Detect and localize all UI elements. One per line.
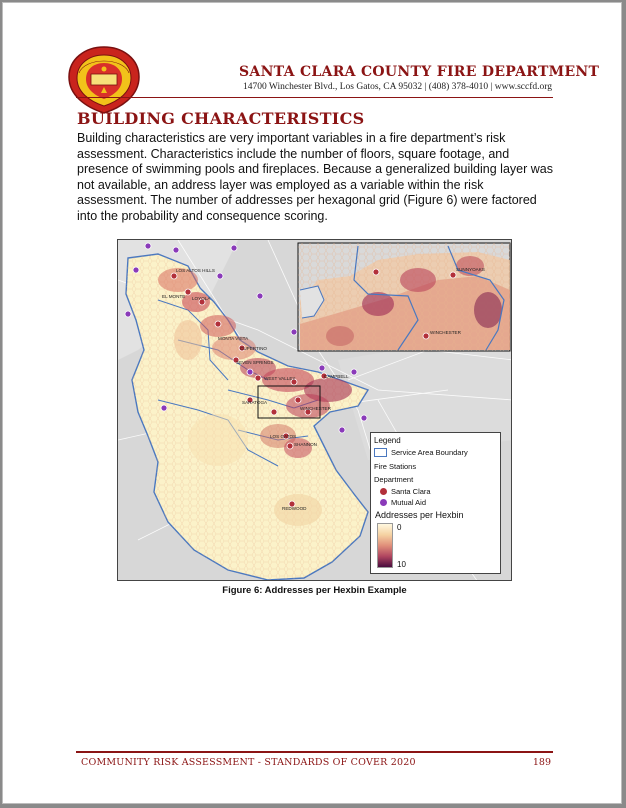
svg-text:MONTA VISTA: MONTA VISTA <box>218 336 249 341</box>
legend-row-mutual-aid <box>374 498 426 507</box>
figure-caption: Figure 6: Addresses per Hexbin Example <box>222 585 407 596</box>
legend-service-area-label: Service Area Boundary <box>391 448 468 457</box>
legend-gradient-min: 0 <box>397 523 402 532</box>
svg-text:LOS ALTOS HILLS: LOS ALTOS HILLS <box>176 268 215 273</box>
svg-text:SARATOGA: SARATOGA <box>242 400 268 405</box>
inset-map <box>298 243 510 351</box>
svg-text:LOYOLA: LOYOLA <box>192 296 211 301</box>
legend-gradient-max: 10 <box>397 560 406 569</box>
mutual-aid-station-icon <box>380 499 387 506</box>
document-page <box>2 2 622 804</box>
body-paragraph: Building characteristics are very important variables in a fire department’s risk assessment. Characteristics include the number of floors, square footage, and presence of swimming pools and fireplaces. Because a generalized building layer was not available, an address layer was employed as a variable within the risk assessment. The number of addresses per hexagonal grid (Figure 6) were factored into the probability and consequence scoring. <box>77 131 553 223</box>
organization-name: SANTA CLARA COUNTY FIRE DEPARTMENT <box>239 64 600 80</box>
svg-text:SHANNON: SHANNON <box>294 442 317 447</box>
legend-title: Legend <box>374 436 401 445</box>
service-area-swatch <box>374 448 387 457</box>
legend-santa-clara-label: Santa Clara <box>391 487 431 496</box>
legend-row-service-area <box>374 448 468 457</box>
map-legend <box>370 432 501 574</box>
legend-gradient-title: Addresses per Hexbin <box>375 510 464 520</box>
svg-text:WINCHESTER: WINCHESTER <box>300 406 331 411</box>
svg-text:REDWOOD: REDWOOD <box>282 506 307 511</box>
legend-row-santa-clara <box>374 487 431 496</box>
santa-clara-station-icon <box>380 488 387 495</box>
fire-badge-icon <box>65 45 143 115</box>
inset-label-winchester: WINCHESTER <box>430 330 461 335</box>
legend-department: Department <box>374 475 414 484</box>
legend-mutual-aid-label: Mutual Aid <box>391 498 427 507</box>
footer-title: COMMUNITY RISK ASSESSMENT - STANDARDS OF COVER 2020 <box>81 757 416 768</box>
svg-text:LOS GATOS: LOS GATOS <box>270 434 297 439</box>
header-divider <box>76 97 553 98</box>
organization-address: 14700 Winchester Blvd., Los Gatos, CA 95032 | (408) 378-4010 | www.sccfd.org <box>242 82 552 92</box>
svg-text:WEST VALLEY: WEST VALLEY <box>264 376 296 381</box>
fire-department-logo <box>65 45 143 115</box>
legend-fire-stations: Fire Stations <box>374 462 417 471</box>
section-title: BUILDING CHARACTERISTICS <box>77 109 365 128</box>
svg-text:CAMPBELL: CAMPBELL <box>324 374 349 379</box>
svg-text:CUPERTINO: CUPERTINO <box>240 346 267 351</box>
svg-text:EL MONTE: EL MONTE <box>162 294 186 299</box>
inset-label-sunnyoaks: SUNNYOAKS <box>456 267 485 272</box>
legend-color-ramp <box>377 523 393 568</box>
footer-divider <box>76 751 553 753</box>
page-number: 189 <box>532 757 551 768</box>
svg-text:SEVEN SPRINGS: SEVEN SPRINGS <box>236 360 274 365</box>
